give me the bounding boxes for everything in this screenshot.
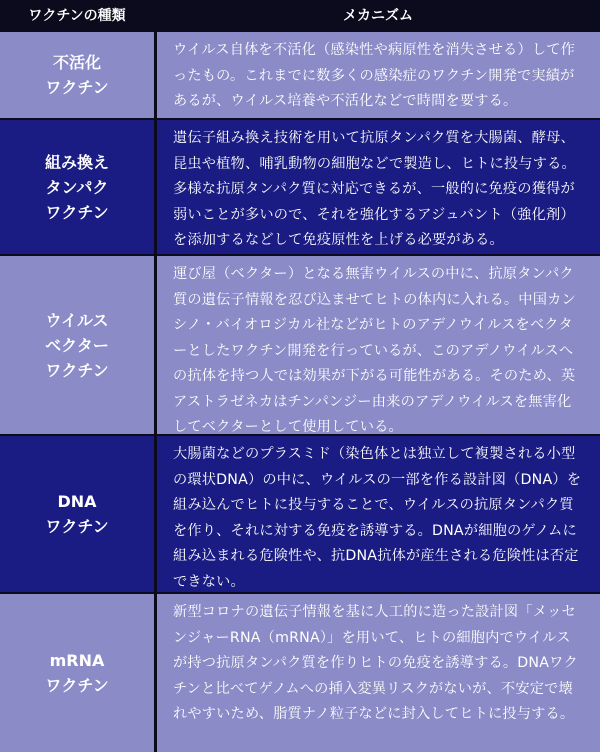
vaccine-type-label: 組み換え タンパク ワクチン <box>44 152 109 222</box>
vaccine-type-cell <box>0 436 157 592</box>
header-vaccine-type <box>0 0 156 30</box>
vaccine-type-label: ウイルス ベクター ワクチン <box>45 310 109 380</box>
mechanism-cell: 遺伝子組み換え技術を用いて抗原タンパク質を大腸菌、酵母、昆虫や植物、哺乳動物の細胞などで製造し、ヒトに投与する。多様な抗原タンパク質に対応できるが、一般的に免疫の獲得が弱いことが多いので、それを強化するアジュバント（強化剤）を添加するなどして免疫原性を上げる必要がある。 <box>157 120 600 254</box>
vaccine-type-label: mRNA ワクチン <box>45 651 109 695</box>
header-mechanism-text: メカニズム <box>343 8 413 24</box>
vaccine-type-cell <box>0 32 157 118</box>
table-row-viral-vector <box>0 254 600 434</box>
vaccine-type-cell <box>0 120 157 254</box>
mechanism-cell: ウイルス自体を不活化（感染性や病原性を消失させる）して作ったもの。これまでに数多くの感染症のワクチン開発で実績があるが、ウイルス培養や不活化などで時間を要する。 <box>157 32 600 118</box>
mechanism-cell: 新型コロナの遺伝子情報を基に人工的に造った設計図「メッセンジャーRNA（mRNA）」を用いて、ヒトの細胞内でウイルスが持つ抗原タンパク質を作りヒトの免疫を誘導する。DNAワクチンと比べてゲノムへの挿入変異リスクがないが、不安定で壊れやすいため、脂質ナノ粒子などに封入してヒトに投与する。 <box>157 594 600 752</box>
header-mechanism <box>156 0 600 30</box>
table-row-mrna <box>0 592 600 752</box>
vaccine-type-label: 不活化 ワクチン <box>45 53 109 97</box>
mechanism-cell: 大腸菌などのプラスミド（染色体とは独立して複製される小型の環状DNA）の中に、ウイルスの一部を作る設計図（DNA）を組み込んでヒトに投与することで、ウイルスの抗原タンパク質を作り、それに対する免疫を誘導する。DNAが細胞のゲノムに組み込まれる危険性や、抗DNA抗体が産生される危険性は否定できない。 <box>157 436 600 592</box>
table-header <box>0 0 600 30</box>
table-row-dna <box>0 434 600 592</box>
header-vaccine-type-text: ワクチンの種類 <box>28 8 126 24</box>
vaccine-type-cell <box>0 256 157 434</box>
table-row-inactivated <box>0 30 600 118</box>
mechanism-cell: 運び屋（ベクター）となる無害ウイルスの中に、抗原タンパク質の遺伝子情報を忍び込ませてヒトの体内に入れる。中国カンシノ・バイオロジカル社などがヒトのアデノウイルスをベクターとしたワクチン開発を行っているが、このアデノウイルスへの抗体を持つ人では効果が下がる可能性がある。そのため、英アストラゼネカはチンパンジー由来のアデノウイルスを無害化してベクターとして使用している。 <box>157 256 600 434</box>
vaccine-type-cell <box>0 594 157 752</box>
vaccine-type-label: DNA ワクチン <box>45 492 109 536</box>
table-row-recombinant-protein <box>0 118 600 254</box>
